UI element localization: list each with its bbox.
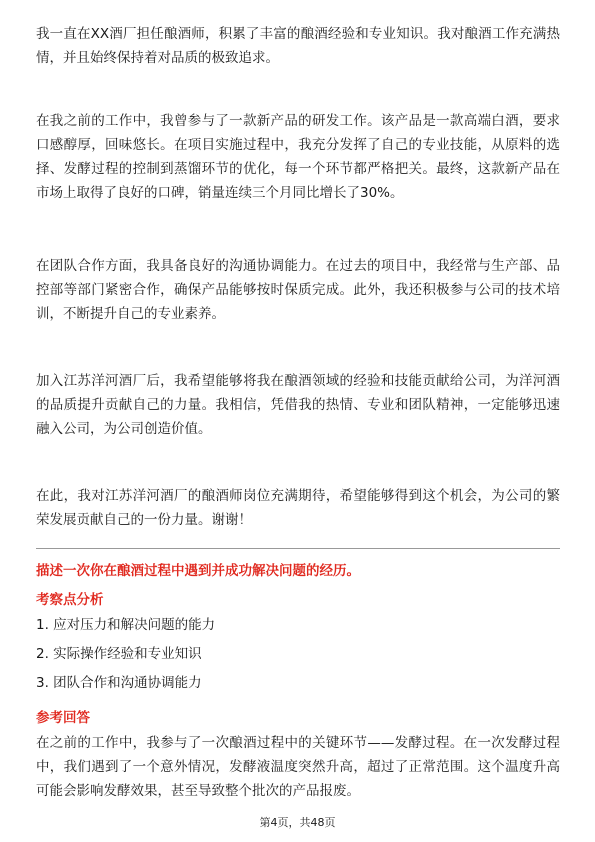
paragraph-join-company: 加入江苏洋河酒厂后，我希望能够将我在酿酒领域的经验和技能贡献给公司，为洋河酒的品质提升贡献自己的力量。我相信，凭借我的热情、专业和团队精神，一定能够迅速融入公司，为公司创造价值。 — [36, 373, 560, 437]
paragraph-intro: 我一直在XX酒厂担任酿酒师，积累了丰富的酿酒经验和专业知识。我对酿酒工作充满热情，并且始终保持着对品质的极致追求。 — [36, 26, 560, 66]
paragraph-teamwork: 在团队合作方面，我具备良好的沟通协调能力。在过去的项目中，我经常与生产部、品控部等部门紧密合作，确保产品能够按时保质完成。此外，我还积极参与公司的技术培训，不断提升自己的专业素养。 — [36, 258, 560, 322]
analysis-item: 3. 团队合作和沟通协调能力 — [36, 675, 202, 691]
paragraph-product-rd: 在我之前的工作中，我曾参与了一款新产品的研发工作。该产品是一款高端白酒，要求口感醇厚，回味悠长。在项目实施过程中，我充分发挥了自己的专业技能，从原料的选择、发酵过程的控制到蒸馏环节的优化，每一个环节都严格把关。最终，这款新产品在市场上取得了良好的口碑，销量连续三个月同比增长了30%。 — [36, 113, 560, 201]
interview-question: 描述一次你在酿酒过程中遇到并成功解决问题的经历。 — [36, 563, 360, 579]
section-divider — [36, 548, 560, 549]
page-number: 第4页，共48页 — [259, 816, 336, 829]
paragraph-closing: 在此，我对江苏洋河酒厂的酿酒师岗位充满期待，希望能够得到这个机会，为公司的繁荣发展贡献自己的一份力量。谢谢！ — [36, 488, 560, 528]
analysis-item: 1. 应对压力和解决问题的能力 — [36, 617, 216, 633]
analysis-heading: 考察点分析 — [36, 592, 104, 608]
answer-text: 在之前的工作中，我参与了一次酿酒过程中的关键环节——发酵过程。在一次发酵过程中，我们遇到了一个意外情况，发酵液温度突然升高，超过了正常范围。这个温度升高可能会影响发酵效果，甚至导致整个批次的产品报废。 — [36, 735, 560, 799]
answer-heading: 参考回答 — [36, 710, 90, 726]
analysis-item: 2. 实际操作经验和专业知识 — [36, 646, 202, 662]
